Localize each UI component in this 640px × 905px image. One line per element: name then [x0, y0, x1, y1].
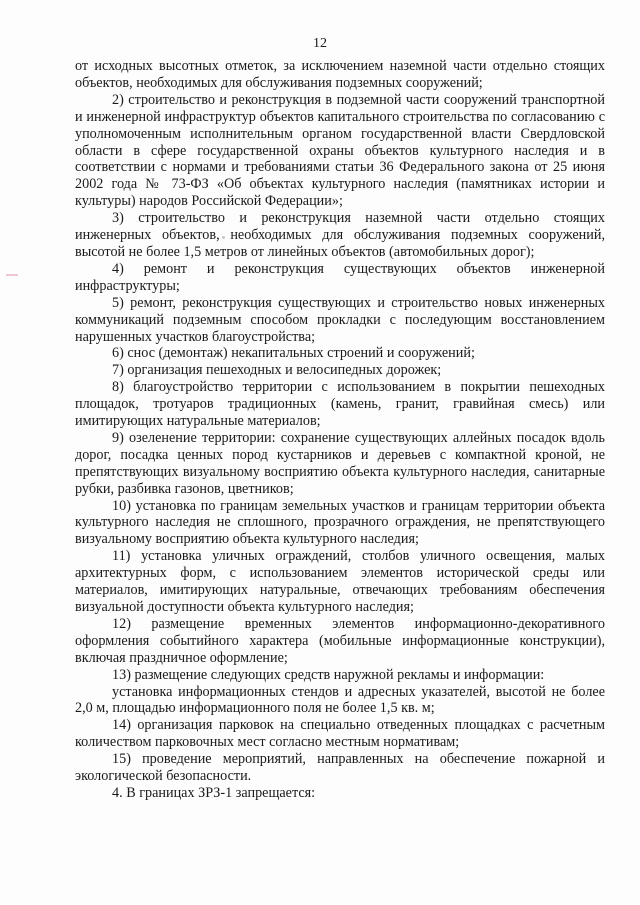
- list-item-14: 14) организация парковок на специально отведенных площадках с расчетным количеством парковочных мест согласно местным нормативам;: [75, 717, 605, 751]
- list-item-11: 11) установка уличных ограждений, столбов уличного освещения, малых архитектурных форм, с использованием элементов исторической среды или материалов, имитирующих натуральные, отвечающих требованиям обеспечения визуальной доступности объекта культурного наследия;: [75, 548, 605, 615]
- list-item-8: 8) благоустройство территории с использованием в покрытии пешеходных площадок, тротуаров традиционных (камень, гранит, гравийная смесь) или имитирующих натуральные материалов;: [75, 379, 605, 430]
- list-item-4: 4) ремонт и реконструкция существующих объектов инженерной инфраструктуры;: [75, 260, 605, 294]
- list-item-2: 2) строительство и реконструкция в подземной части сооружений транспортной и инженерной инфраструктур объектов капитального строительства по согласованию с уполномоченным исполнительным органом государственной власти Свердловской области в сфере государственной охраны объектов культурного наследия и в соответствии с нормами и требованиями статьи 36 Федерального закона от 25 июня 2002 года № 73-ФЗ «Об объектах культурного наследия (памятниках истории и культуры) народов Российской Федерации»;: [75, 91, 605, 210]
- list-item-5: 5) ремонт, реконструкция существующих и строительство новых инженерных коммуникаций подземным способом прокладки с последующим восстановлением нарушенных участков благоустройства;: [75, 294, 605, 345]
- list-item-3: 3) строительство и реконструкция наземной части отдельно стоящих инженерных объектов, необходимых для обслуживания подземных сооружений, высотой не более 1,5 метров от линейных объектов (автомобильных дорог);: [75, 210, 605, 260]
- margin-mark: [6, 274, 18, 276]
- list-item-6: 6) снос (демонтаж) некапитальных строений и сооружений;: [112, 345, 475, 362]
- list-item-12: 12) размещение временных элементов информационно-декоративного оформления событийного характера (мобильные информационные конструкции), включая праздничное оформление;: [75, 615, 605, 666]
- list-item-13: 13) размещение следующих средств наружной рекламы и информации:: [112, 666, 545, 683]
- list-item-10: 10) установка по границам земельных участков и границам территории объекта культурного наследия не сплошного, прозрачного ограждения, не препятствующего визуальному восприятию объекта культурного наследия;: [75, 497, 605, 548]
- list-item-13-detail: установка информационных стендов и адресных указателей, высотой не более 2,0 м, площадью информационного поля не более 1,5 кв. м;: [75, 683, 605, 717]
- list-item-9: 9) озеленение территории: сохранение существующих аллейных посадок вдоль дорог, посадка ценных пород кустарников и деревьев с компактной кроной, не препятствующих визуальному восприятию объекта культурного наследия, санитарные рубки, разбивка газонов, цветников;: [75, 429, 605, 497]
- section-4-heading: 4. В границах ЗРЗ-1 запрещается:: [112, 784, 316, 801]
- page-number: 12: [313, 36, 327, 51]
- paragraph-continuation: от исходных высотных отметок, за исключением наземной части отдельно стоящих объектов, необходимых для обслуживания подземных сооружений;: [75, 58, 605, 91]
- list-item-15: 15) проведение мероприятий, направленных на обеспечение пожарной и экологической безопасности.: [75, 751, 605, 785]
- document-body: [75, 58, 605, 802]
- list-item-7: 7) организация пешеходных и велосипедных дорожек;: [112, 362, 442, 379]
